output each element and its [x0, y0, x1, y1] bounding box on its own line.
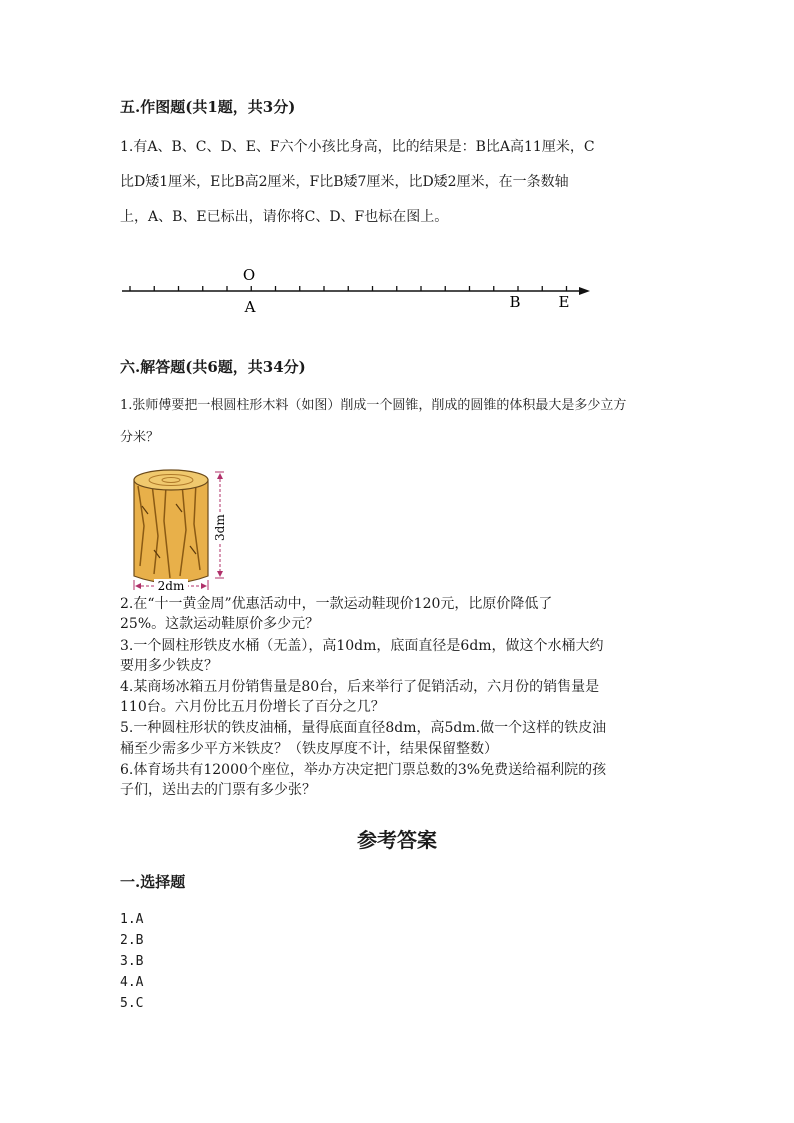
number-line-arrow — [579, 287, 590, 295]
question-5-1-line-3: 上，A、B、E已标出，请你将C、D、F也标在图上。 — [120, 209, 449, 225]
number-line-figure — [110, 262, 610, 318]
question-6-2-line-1: 2.在“十一黄金周”优惠活动中，一款运动鞋现价120元，比原价降低了 — [120, 596, 553, 612]
answer-item: 3.B — [120, 954, 144, 969]
section-6-heading: 六.解答题(共6题，共34分) — [120, 358, 306, 376]
question-6-5-line-1: 5.一种圆柱形状的铁皮油桶，量得底面直径8dm，高5dm.做一个这样的铁皮油 — [120, 720, 607, 736]
question-6-6-line-1: 6.体育场共有12000个座位，举办方决定把门票总数的3%免费送给福利院的孩 — [120, 762, 607, 778]
answer-item: 5.C — [120, 996, 144, 1011]
point-e-label: E — [558, 293, 570, 311]
question-6-4-line-2: 110台。六月份比五月份增长了百分之几？ — [120, 699, 385, 715]
question-6-1-line-2: 分米？ — [120, 430, 160, 445]
answer-item: 1.A — [120, 912, 144, 927]
question-5-1-line-1: 1.有A、B、C、D、E、F六个小孩比身高，比的结果是：B比A高11厘米，C — [120, 139, 595, 155]
question-5-1-line-2: 比D矮1厘米，E比B高2厘米，F比B矮7厘米，比D矮2厘米，在一条数轴 — [120, 174, 569, 190]
section-5-heading: 五.作图题(共1题，共3分) — [120, 98, 296, 116]
answer-item: 2.B — [120, 933, 144, 948]
origin-label: O — [242, 266, 256, 284]
question-6-3-line-2: 要用多少铁皮？ — [120, 658, 218, 674]
question-6-5-line-2: 桶至少需多少平方米铁皮？（铁皮厚度不计，结果保留整数） — [120, 741, 498, 757]
wood-cylinder-figure — [124, 466, 234, 594]
question-6-2-line-2: 25%。这款运动鞋原价多少元？ — [120, 616, 320, 632]
point-b-label: B — [509, 293, 521, 311]
answers-section-1-heading: 一.选择题 — [120, 873, 186, 891]
question-6-1-line-1: 1.张师傅要把一根圆柱形木料（如图）削成一个圆锥，削成的圆锥的体积最大是多少立方 — [120, 398, 627, 413]
width-label: 2dm — [157, 579, 185, 593]
answers-title: 参考答案 — [357, 828, 437, 852]
question-6-3-line-1: 3.一个圆柱形铁皮水桶（无盖），高10dm，底面直径是6dm，做这个水桶大约 — [120, 638, 604, 654]
answer-item: 4.A — [120, 975, 144, 990]
question-6-6-line-2: 子们，送出去的门票有多少张？ — [120, 782, 316, 798]
point-a-label: A — [244, 298, 256, 316]
height-label: 3dm — [213, 514, 227, 541]
question-6-4-line-1: 4.某商场冰箱五月份销售量是80台，后来举行了促销活动，六月份的销售量是 — [120, 679, 600, 695]
